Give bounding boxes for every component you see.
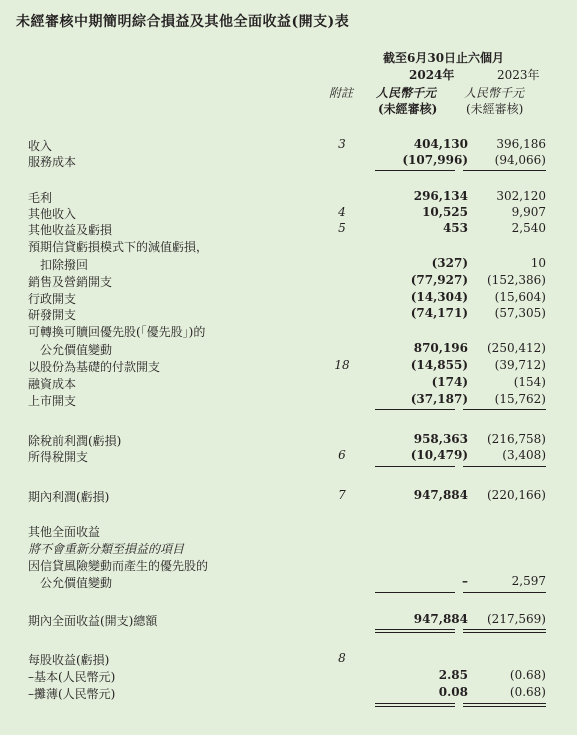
subtotal-rule xyxy=(463,170,546,171)
row-current: (14,855) xyxy=(410,358,468,372)
row-label: 服務成本 xyxy=(28,155,77,169)
table-row xyxy=(0,375,577,392)
row-label: 期內利潤(虧損) xyxy=(28,490,110,504)
row-label: 除稅前利潤(虧損) xyxy=(28,434,122,448)
row-current: 0.08 xyxy=(438,685,468,699)
row-current: (174) xyxy=(431,375,468,389)
table-row xyxy=(0,392,577,409)
row-label: 其他全面收益 xyxy=(28,525,101,539)
row-prior: (217,569) xyxy=(487,612,546,626)
table-row xyxy=(0,651,577,668)
row-current: 10,525 xyxy=(422,205,468,219)
row-prior: (216,758) xyxy=(487,432,546,446)
row-label: –基本(人民幣元) xyxy=(28,670,116,684)
table-row xyxy=(0,574,577,591)
subtotal-rule xyxy=(463,592,546,593)
row-prior: (250,412) xyxy=(487,341,546,355)
row-current: (74,171) xyxy=(410,306,468,320)
row-label: 融資成本 xyxy=(28,377,77,391)
table-row xyxy=(0,358,577,375)
row-prior: (220,166) xyxy=(487,488,546,502)
currency-prior: 人民幣千元 xyxy=(464,86,525,100)
table-row xyxy=(0,685,577,702)
row-label: 研發開支 xyxy=(28,308,77,322)
row-label: 以股份為基礎的付款開支 xyxy=(28,360,161,374)
row-prior: (94,066) xyxy=(494,153,546,167)
row-label: 行政開支 xyxy=(28,292,77,306)
subtotal-rule xyxy=(463,409,546,410)
table-row xyxy=(0,273,577,290)
subtotal-rule xyxy=(375,592,455,593)
table-row xyxy=(0,205,577,222)
row-label: 銷售及營銷開支 xyxy=(28,275,113,289)
row-label: 扣除撥回 xyxy=(40,258,89,272)
row-prior: (39,712) xyxy=(494,358,546,372)
table-row xyxy=(0,323,577,340)
row-current: (14,304) xyxy=(410,290,468,304)
table-row xyxy=(0,612,577,629)
row-current: 2.85 xyxy=(438,668,468,682)
table-row xyxy=(0,189,577,206)
row-prior: (57,305) xyxy=(494,306,546,320)
period-header: 截至6月30日止六個月 xyxy=(383,51,505,65)
row-note: 7 xyxy=(338,488,346,502)
total-rule xyxy=(375,629,455,633)
statement-title: 未經審核中期簡明綜合損益及其他全面收益(開支)表 xyxy=(16,14,350,30)
row-label: 收入 xyxy=(28,139,53,153)
row-note: 6 xyxy=(338,448,346,462)
row-note: 3 xyxy=(338,137,346,151)
row-current: 296,134 xyxy=(413,189,468,203)
row-prior: (0.68) xyxy=(509,668,546,682)
currency-current: 人民幣千元 xyxy=(376,86,437,100)
table-row xyxy=(0,557,577,574)
row-prior: (15,604) xyxy=(494,290,546,304)
row-label: 預期信貸虧損模式下的減值虧損， xyxy=(28,240,209,254)
row-prior: 9,907 xyxy=(511,205,546,219)
row-prior: 10 xyxy=(530,256,546,270)
row-label: 將不會重新分類至損益的項目 xyxy=(28,542,185,556)
row-current: (77,927) xyxy=(410,273,468,287)
row-prior: (0.68) xyxy=(509,685,546,699)
row-label: 期內全面收益(開支)總額 xyxy=(28,614,158,628)
table-row xyxy=(0,153,577,170)
row-label: 因信貸風險變動而產生的優先股的 xyxy=(28,559,209,573)
total-rule xyxy=(375,703,455,707)
row-label: –攤薄(人民幣元) xyxy=(28,687,116,701)
table-row xyxy=(0,488,577,505)
row-prior: 2,540 xyxy=(511,221,546,235)
row-label: 可轉換可贖回優先股(「優先股」)的 xyxy=(28,325,206,339)
subtotal-rule xyxy=(375,466,455,467)
row-prior: 396,186 xyxy=(496,137,546,151)
table-row xyxy=(0,540,577,557)
audit-prior: (未經審核) xyxy=(466,102,524,116)
row-current: 870,196 xyxy=(413,341,468,355)
row-prior: (15,762) xyxy=(494,392,546,406)
table-row xyxy=(0,290,577,307)
table-row xyxy=(0,221,577,238)
row-label: 其他收益及虧損 xyxy=(28,223,113,237)
row-label: 公允價值變動 xyxy=(40,576,113,590)
row-label: 毛利 xyxy=(28,191,53,205)
row-prior: 302,120 xyxy=(496,189,546,203)
row-current: 453 xyxy=(442,221,468,235)
total-rule xyxy=(463,629,546,633)
audit-current: (未經審核) xyxy=(378,102,438,116)
row-note: 8 xyxy=(338,651,346,665)
table-row xyxy=(0,668,577,685)
row-label: 每股收益(虧損) xyxy=(28,653,110,667)
row-note: 18 xyxy=(334,358,350,372)
year-prior: 2023年 xyxy=(497,68,540,82)
year-current: 2024年 xyxy=(409,68,455,82)
table-row xyxy=(0,137,577,154)
table-row xyxy=(0,432,577,449)
notes-header: 附註 xyxy=(329,86,354,100)
table-row xyxy=(0,341,577,358)
subtotal-rule xyxy=(375,409,455,410)
row-prior: 2,597 xyxy=(511,574,546,588)
row-current: (10,479) xyxy=(410,448,468,462)
row-label: 其他收入 xyxy=(28,207,77,221)
row-current: 404,130 xyxy=(413,137,468,151)
row-note: 5 xyxy=(338,221,346,235)
total-rule xyxy=(463,703,546,707)
table-row xyxy=(0,256,577,273)
table-row xyxy=(0,238,577,255)
row-label: 上市開支 xyxy=(28,394,77,408)
table-row xyxy=(0,523,577,540)
table-row xyxy=(0,306,577,323)
row-note: 4 xyxy=(338,205,346,219)
row-prior: (152,386) xyxy=(487,273,546,287)
row-prior: (3,408) xyxy=(502,448,546,462)
row-current: (107,996) xyxy=(402,153,468,167)
row-current: – xyxy=(462,574,468,588)
subtotal-rule xyxy=(463,466,546,467)
subtotal-rule xyxy=(375,170,455,171)
row-current: (327) xyxy=(431,256,468,270)
row-label: 公允價值變動 xyxy=(40,343,113,357)
table-row xyxy=(0,448,577,465)
row-current: 947,884 xyxy=(413,488,468,502)
row-current: (37,187) xyxy=(410,392,468,406)
row-current: 958,363 xyxy=(413,432,468,446)
row-prior: (154) xyxy=(513,375,546,389)
row-current: 947,884 xyxy=(413,612,468,626)
row-label: 所得稅開支 xyxy=(28,450,89,464)
